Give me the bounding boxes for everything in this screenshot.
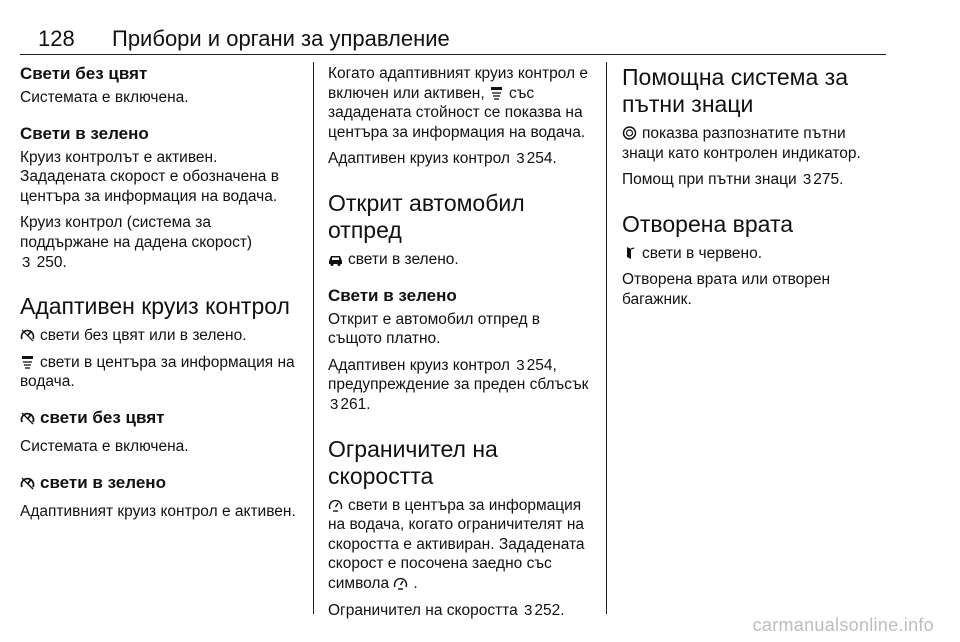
text: предупреждение за преден сблъсък bbox=[328, 376, 589, 394]
ref-arrow-icon: 3 bbox=[516, 356, 525, 374]
text: със зададената стойност се показва на центъра за информация на водача. bbox=[328, 84, 586, 141]
page-header bbox=[20, 26, 886, 55]
paragraph: Отворена врата или отворен багажник. bbox=[622, 271, 831, 308]
text: Помощ при пътни знаци bbox=[622, 171, 797, 189]
vehicle-distance-icon bbox=[489, 86, 504, 100]
heading-green: Свети в зелено bbox=[20, 123, 149, 143]
text: Адаптивен круиз контрол bbox=[328, 150, 510, 168]
open-door-icon bbox=[622, 246, 637, 260]
cruise-control-icon bbox=[20, 411, 35, 425]
heading-speed-limiter: Ограничител на скоростта bbox=[328, 435, 498, 489]
text: свети без цвят bbox=[40, 407, 165, 427]
column-divider bbox=[606, 62, 607, 614]
heading-acc: Адаптивен круиз контрол bbox=[20, 293, 290, 320]
vehicle-ahead-icon bbox=[328, 252, 343, 266]
cruise-control-icon bbox=[20, 476, 35, 490]
heading-acc-off bbox=[20, 408, 300, 428]
heading-green: Свети в зелено bbox=[328, 285, 457, 305]
paragraph bbox=[622, 244, 884, 264]
paragraph bbox=[622, 124, 884, 163]
paragraph bbox=[20, 213, 300, 272]
page-reference[interactable]: 275. bbox=[813, 171, 844, 189]
heading-open-door: Отворена врата bbox=[622, 210, 794, 237]
page-number: 128 bbox=[38, 26, 75, 51]
column-3 bbox=[622, 64, 884, 317]
paragraph bbox=[20, 326, 300, 346]
paragraph bbox=[328, 601, 596, 621]
page-reference[interactable]: 261. bbox=[340, 395, 371, 413]
column-divider bbox=[313, 62, 314, 614]
text: Ограничител на скоростта bbox=[328, 601, 518, 619]
text: Адаптивен круиз контрол bbox=[328, 356, 510, 374]
paragraph bbox=[328, 250, 596, 270]
paragraph: Адаптивният круиз контрол е активен. bbox=[20, 502, 296, 520]
column-1 bbox=[20, 64, 300, 528]
heading-traffic-sign: Помощна система за пътни знаци bbox=[622, 64, 848, 117]
ref-arrow-icon: 3 bbox=[802, 171, 812, 189]
text: показва разпознатите пътни знаци като контролен индикатор. bbox=[622, 125, 861, 162]
paragraph bbox=[328, 149, 596, 169]
traffic-sign-icon bbox=[622, 126, 637, 140]
page-reference[interactable]: 250. bbox=[36, 253, 67, 271]
vehicle-distance-icon bbox=[20, 355, 35, 369]
column-2 bbox=[328, 64, 596, 627]
paragraph: Системата е включена. bbox=[20, 89, 189, 106]
text: Когато адаптивният круиз контрол е включен или активен, bbox=[328, 65, 588, 102]
speed-limiter-icon bbox=[328, 498, 343, 512]
ref-arrow-icon: 3 bbox=[22, 253, 31, 271]
watermark: carmanualsonline.info bbox=[752, 615, 934, 635]
page-title: Прибори и органи за управление bbox=[112, 26, 450, 51]
paragraph bbox=[328, 64, 596, 142]
paragraph bbox=[622, 170, 884, 190]
ref-arrow-icon: 3 bbox=[516, 150, 525, 168]
speed-limiter-icon bbox=[393, 576, 408, 590]
text: свети в центъра за информация на водача, когато ограничителят на скоростта е активиран. Зададената скорост е посочена заедно със символа bbox=[328, 496, 585, 592]
paragraph bbox=[328, 496, 596, 594]
paragraph bbox=[20, 353, 300, 392]
text: свети в центъра за информация на водача. bbox=[20, 353, 295, 391]
heading-vehicle-ahead: Открит автомобил отпред bbox=[328, 189, 525, 243]
text: . bbox=[413, 574, 418, 592]
page-reference[interactable]: 254, bbox=[526, 356, 557, 374]
cruise-control-icon bbox=[20, 328, 35, 342]
page-reference[interactable]: 252. bbox=[534, 601, 565, 619]
text: Круиз контрол (система за поддържане на дадена скорост) bbox=[20, 214, 253, 251]
text: свети в червено. bbox=[642, 244, 763, 262]
paragraph: Системата е включена. bbox=[20, 437, 189, 455]
ref-arrow-icon: 3 bbox=[524, 601, 533, 619]
text: свети без цвят или в зелено. bbox=[40, 327, 247, 345]
paragraph: Открит е автомобил отпред в същото платно. bbox=[328, 310, 541, 348]
text: свети в зелено bbox=[40, 472, 166, 492]
heading-acc-green bbox=[20, 473, 300, 493]
text: свети в зелено. bbox=[348, 250, 459, 268]
heading-off: Свети без цвят bbox=[20, 64, 148, 83]
paragraph: Круиз контролът е активен. Зададената скорост е обозначена в центъра за информация на водача. bbox=[20, 148, 279, 205]
page-reference[interactable]: 254. bbox=[526, 150, 557, 168]
paragraph bbox=[328, 356, 596, 415]
ref-arrow-icon: 3 bbox=[330, 395, 339, 413]
